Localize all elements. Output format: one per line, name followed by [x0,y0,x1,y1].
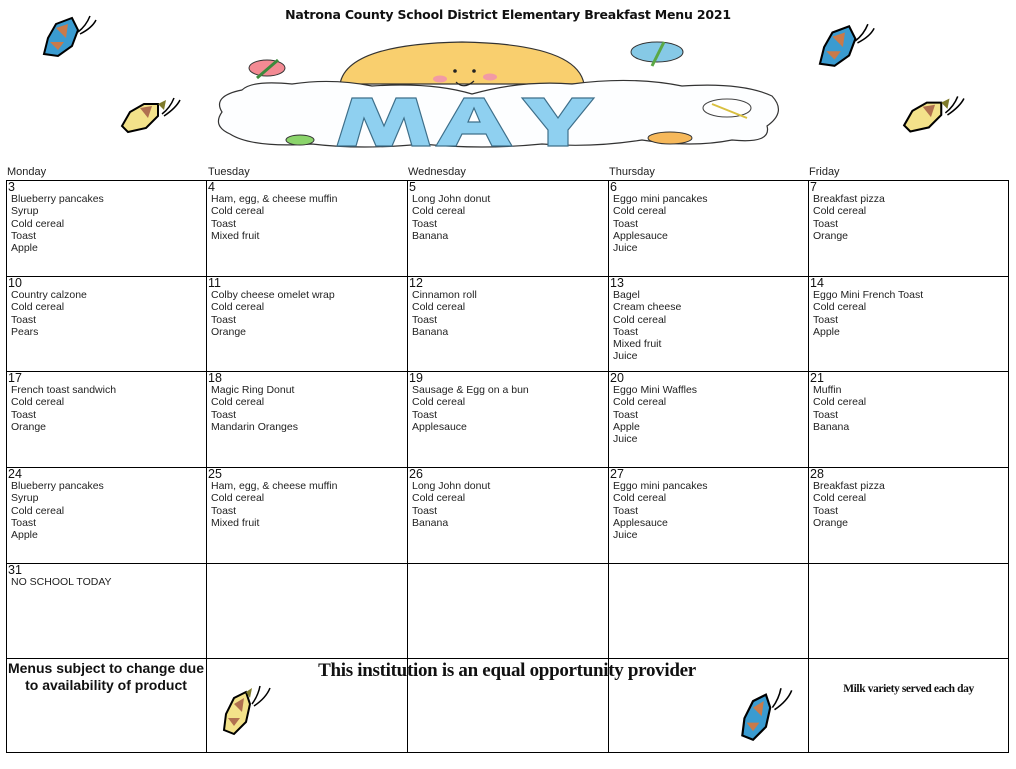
menu-item: Ham, egg, & cheese muffin [211,193,338,205]
blue-butterfly-icon [738,686,796,742]
day-cell [809,564,1009,658]
menu-item: Ham, egg, & cheese muffin [211,480,338,492]
date-number: 18 [208,371,222,385]
day-cell [609,277,808,371]
menus-subject-to-change-note: Menus subject to change due to availability of product [7,660,205,693]
day-cell [408,468,608,563]
blue-butterfly-icon [810,20,882,70]
day-cell [609,468,808,563]
menu-item: Toast [211,504,237,517]
day-header-wednesday: Wednesday [408,166,466,178]
menu-item: Applesauce [613,229,668,242]
day-cell [809,277,1009,371]
day-cell [609,372,808,467]
day-cell [207,468,407,563]
menu-item: Cold cereal [11,217,65,230]
menu-item: Juice [613,350,638,363]
date-number: 12 [409,276,423,290]
menu-item: Sausage & Egg on a bun [412,384,529,396]
date-number: 7 [810,180,817,194]
menu-item: Cold cereal [813,396,867,409]
menu-item: Cold cereal [211,205,265,218]
day-cell [408,277,608,371]
day-cell [207,181,407,276]
date-number: 13 [610,276,624,290]
menu-item: Long John donut [412,193,491,205]
day-cell [7,372,206,467]
menu-item: Blueberry pancakes [11,480,104,492]
menu-item: Cold cereal [211,396,265,409]
blue-butterfly-icon [38,12,100,60]
menu-item: Cold cereal [11,396,65,409]
menu-item: Apple [11,529,38,542]
menu-item: Bagel [613,289,640,301]
page-title: Natrona County School District Elementary Breakfast Menu 2021 [285,7,731,22]
day-cell [7,564,206,658]
menu-item: Cream cheese [613,301,682,314]
menu-item: Cold cereal [11,504,65,517]
day-cell [809,181,1009,276]
menu-item: Toast [11,408,37,421]
menu-item: Eggo Mini Waffles [613,384,698,396]
menu-item: Mixed fruit [613,338,662,351]
menu-item: Applesauce [613,516,668,529]
menu-item: Cold cereal [613,205,667,218]
menu-item: Cinnamon roll [412,289,477,301]
menu-item: Toast [813,217,839,230]
menu-item: Banana [813,420,850,433]
date-number: 20 [610,371,624,385]
date-number: 25 [208,467,222,481]
day-cell [7,181,206,276]
menu-item: Cold cereal [11,301,65,314]
day-cell [7,277,206,371]
day-cell [809,468,1009,563]
date-number: 4 [208,180,215,194]
menu-item: Cold cereal [211,301,265,314]
menu-item: Orange [813,516,849,529]
day-cell [609,564,808,658]
menu-item: Toast [211,217,237,230]
menu-item: Apple [813,325,840,338]
menu-item: Long John donut [412,480,491,492]
menu-item: Toast [412,313,438,326]
menu-item: Mandarin Oranges [211,420,298,433]
menu-item: Orange [211,325,247,338]
menu-item: Orange [813,229,849,242]
menu-item: Toast [211,408,237,421]
menu-item: Cold cereal [613,492,667,505]
yellow-butterfly-icon [220,684,274,736]
day-cell [207,277,407,371]
menu-item: Cold cereal [412,301,466,314]
menu-item: Mixed fruit [211,229,260,242]
day-cell [408,372,608,467]
menu-item: Colby cheese omelet wrap [211,289,335,301]
date-number: 10 [8,276,22,290]
menu-item: Toast [813,504,839,517]
date-number: 24 [8,467,22,481]
date-number: 21 [810,371,824,385]
menu-item: Juice [613,242,638,255]
menu-item: Toast [211,313,237,326]
menu-item: Cold cereal [613,396,667,409]
date-number: 19 [409,371,423,385]
menu-item: Toast [11,229,37,242]
menu-item: Apple [11,242,38,255]
day-header-thursday: Thursday [609,166,655,178]
menu-item: Banana [412,325,449,338]
menu-item: Cold cereal [613,313,667,326]
day-header-monday: Monday [7,166,47,178]
day-cell [7,468,206,563]
equal-opportunity-statement: This institution is an equal opportunity provider [318,660,696,681]
menu-item: Toast [813,408,839,421]
menu-item: Syrup [11,205,39,218]
menu-item: Toast [613,217,639,230]
menu-item: Toast [613,408,639,421]
menu-item: Toast [412,217,438,230]
yellow-butterfly-icon [900,94,966,136]
menu-item: Cold cereal [412,205,466,218]
date-number: 11 [208,276,221,290]
menu-item: Toast [11,313,37,326]
date-number: 6 [610,180,617,194]
menu-item: Cold cereal [412,492,466,505]
date-number: 14 [810,276,824,290]
menu-item: Apple [613,420,640,433]
menu-item: Cold cereal [813,301,867,314]
day-cell [408,564,608,658]
menu-item: Toast [613,325,639,338]
menu-item: Toast [613,504,639,517]
menu-item: Syrup [11,492,39,505]
menu-item: NO SCHOOL TODAY [11,576,112,588]
day-header-tuesday: Tuesday [208,166,250,178]
menu-item: Cold cereal [813,205,867,218]
date-number: 28 [810,467,824,481]
menu-item: Juice [613,433,638,446]
menu-item: Toast [11,516,37,529]
menu-item: Toast [412,504,438,517]
date-number: 5 [409,180,416,194]
menu-item: Applesauce [412,420,467,433]
menu-item: Banana [412,229,449,242]
day-cell [207,372,407,467]
menu-item: Breakfast pizza [813,193,885,205]
menu-item: Banana [412,516,449,529]
menu-item: Eggo mini pancakes [613,480,708,492]
menu-item: Orange [11,420,47,433]
menu-item: French toast sandwich [11,384,117,396]
menu-item: Mixed fruit [211,516,260,529]
date-number: 3 [8,180,15,194]
day-cell [809,372,1009,467]
menu-item: Toast [412,408,438,421]
day-cell [609,181,808,276]
menu-item: Muffin [813,384,842,396]
may-banner-icon [212,34,787,152]
menu-item: Country calzone [11,289,87,301]
menu-item: Juice [613,529,638,542]
menu-item: Eggo Mini French Toast [813,289,924,301]
menu-item: Pears [11,325,39,338]
date-number: 17 [8,371,22,385]
milk-variety-note: Milk variety served each day [843,683,974,695]
menu-item: Cold cereal [211,492,265,505]
date-number: 27 [610,467,624,481]
menu-item: Magic Ring Donut [211,384,295,396]
day-cell [207,564,407,658]
menu-item: Breakfast pizza [813,480,885,492]
day-cell [408,181,608,276]
menu-item: Cold cereal [813,492,867,505]
menu-item: Cold cereal [412,396,466,409]
day-header-friday: Friday [809,166,840,178]
date-number: 31 [8,563,22,577]
menu-item: Blueberry pancakes [11,193,104,205]
date-number: 26 [409,467,423,481]
yellow-butterfly-icon [118,96,182,136]
menu-item: Eggo mini pancakes [613,193,708,205]
menu-item: Toast [813,313,839,326]
